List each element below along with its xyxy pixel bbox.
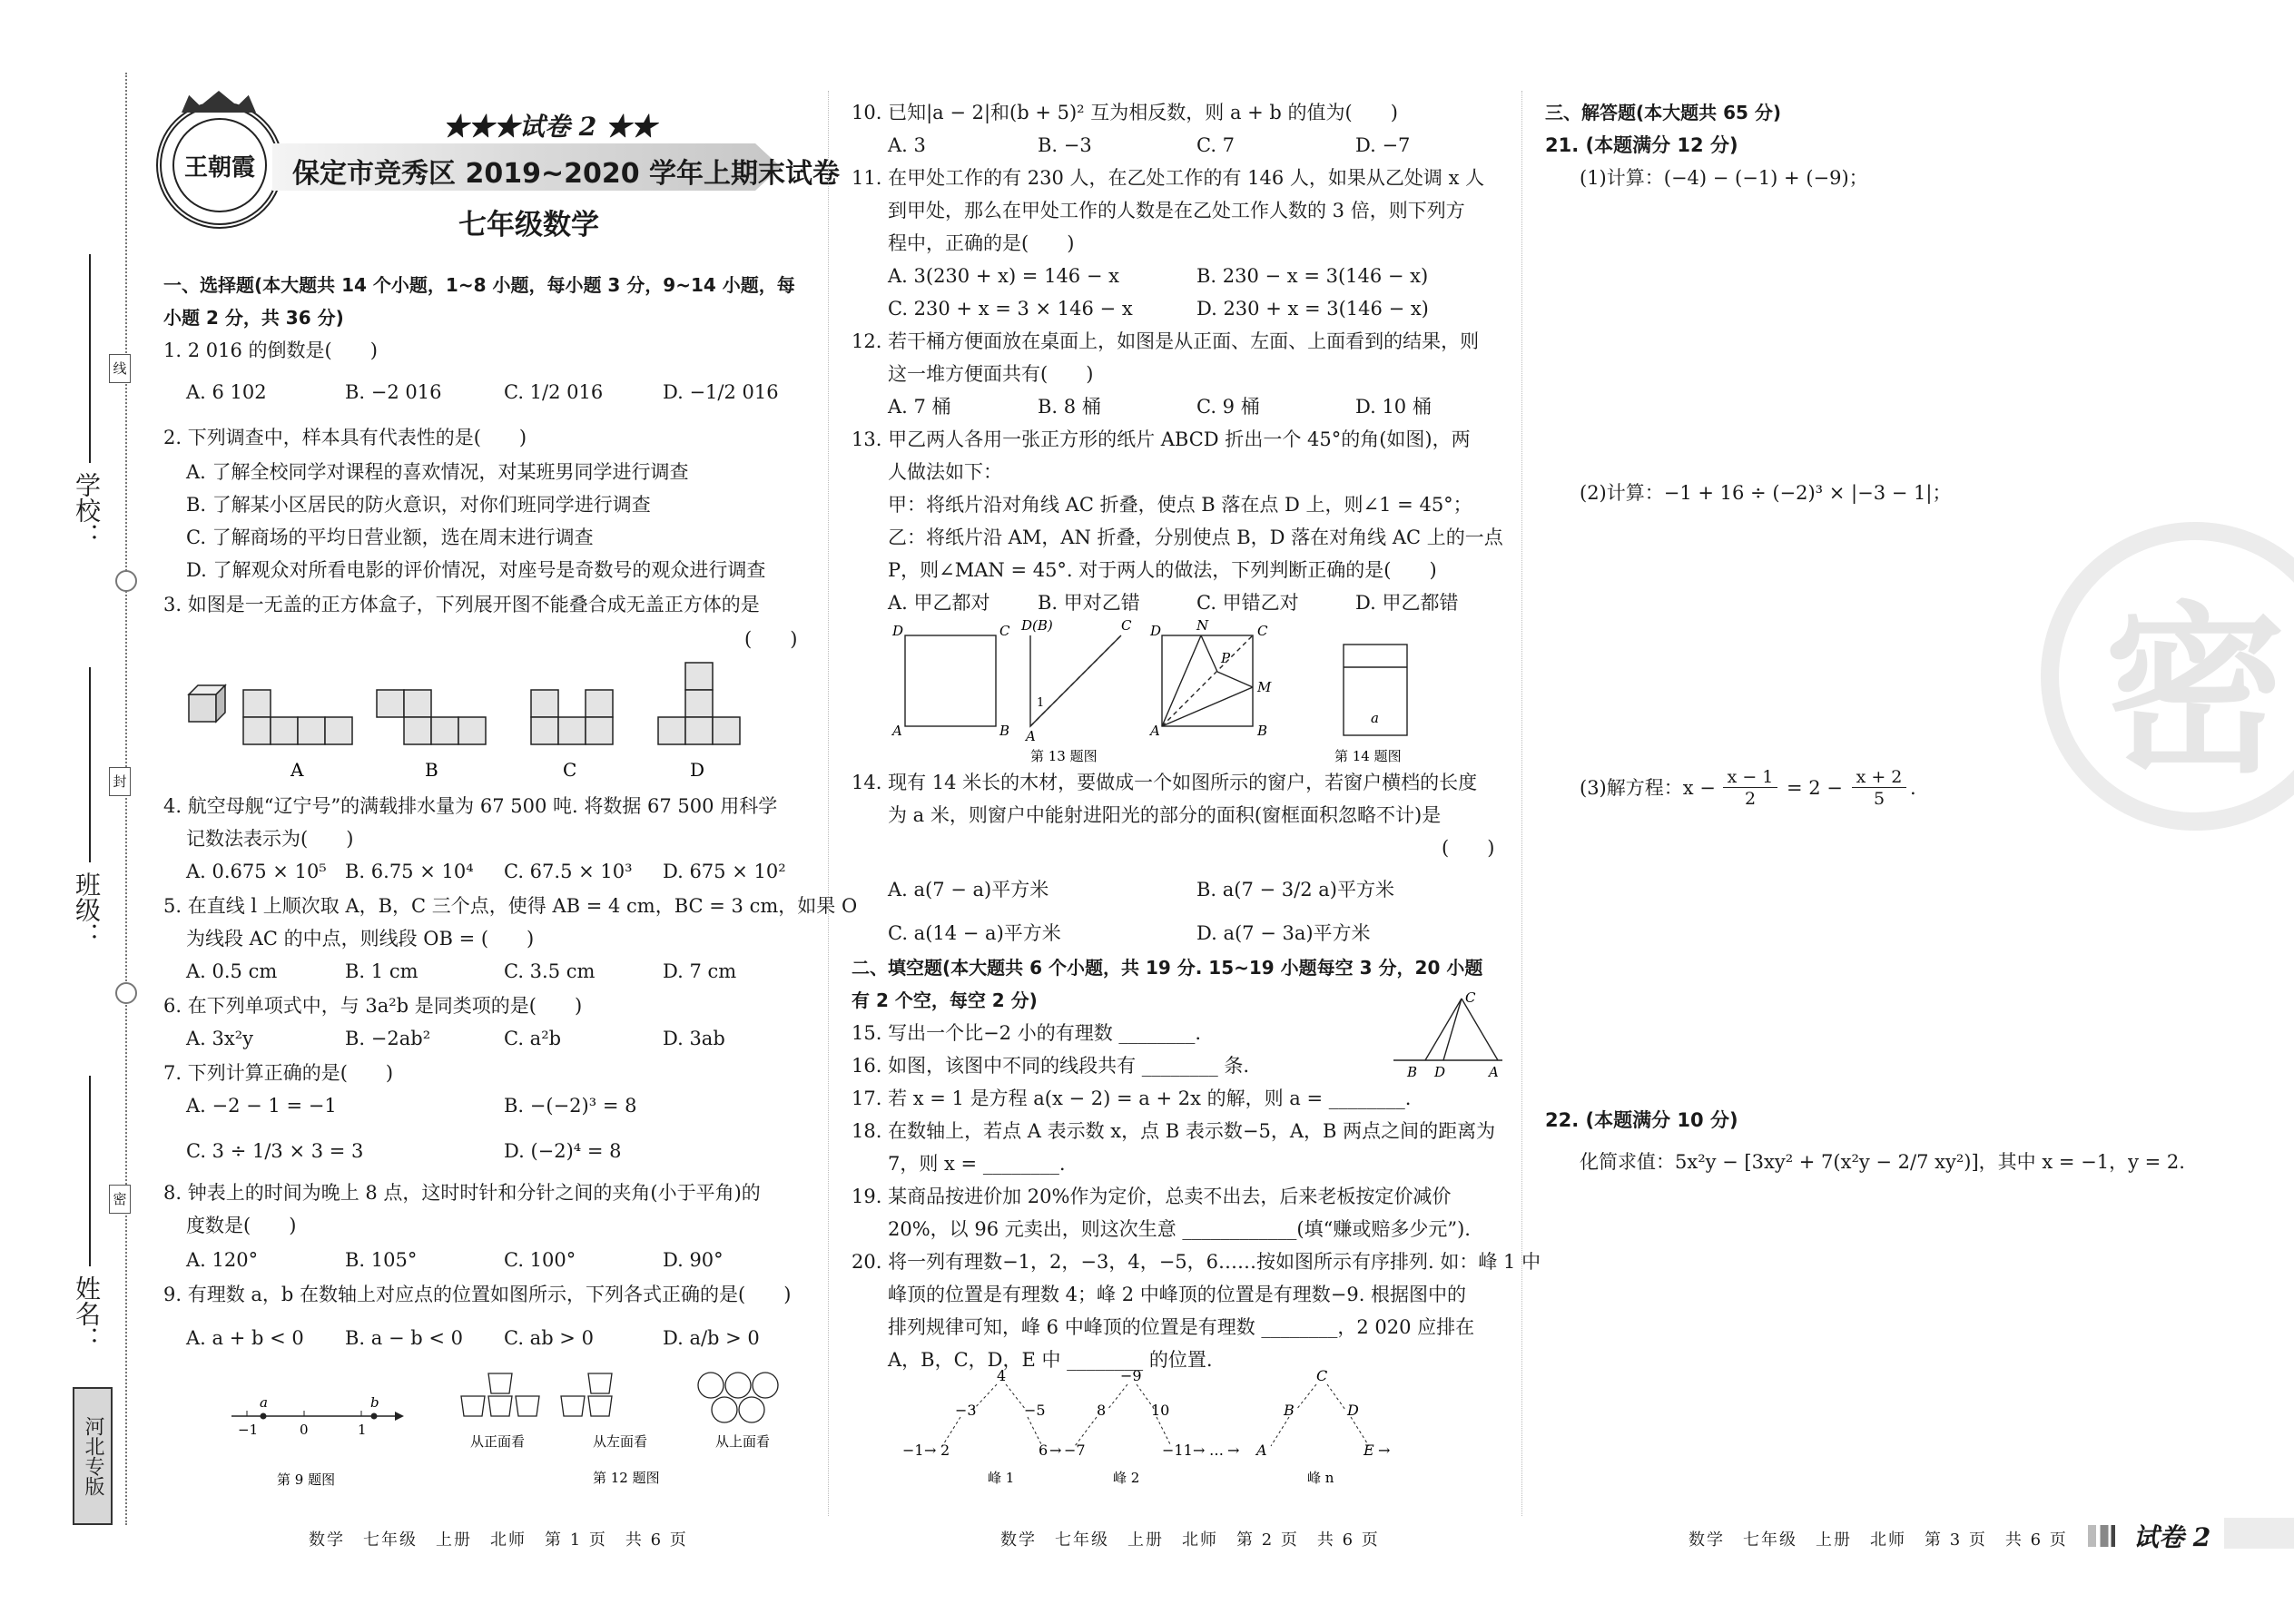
fig20-arrow-4: → [1227,1442,1240,1459]
q14-option-b[interactable]: B. a(7 − 3/2 a)平方米 [1196,879,1394,901]
q20-text-cont3: A，B，C，D，E 中 ________ 的位置. [888,1349,1213,1371]
q9-stem: 9. 有理数 a，b 在数轴上对应点的位置如图所示，下列各式正确的是( ) [163,1284,792,1305]
q1-option-d[interactable]: D. −1/2 016 [663,381,779,403]
q5-option-c[interactable]: C. 3.5 cm [504,960,596,982]
column-divider [1521,91,1523,1516]
q14-option-a[interactable]: A. a(7 − a)平方米 [888,879,1049,901]
fig20-n-neg3: −3 [955,1402,977,1419]
q10-stem: 10. 已知|a − 2|和(b + 5)² 互为相反数，则 a + b 的值为( ) [852,102,1398,123]
net-label-a: A [290,759,304,781]
q18-text-cont: 7，则 x = ________. [888,1153,1066,1175]
fig13c-label-c: C [1257,623,1268,639]
name-write-line [89,1076,91,1266]
q13-option-d[interactable]: D. 甲乙都错 [1355,592,1459,614]
q21-head: 21. (本题满分 12 分) [1545,134,1738,156]
fraction-1-num: x − 1 [1723,767,1777,788]
q10-option-b[interactable]: B. −3 [1038,134,1092,156]
brand-crown-icon [182,91,256,113]
fig20-c: C [1316,1367,1328,1384]
q3-figure [182,658,781,785]
fraction-2 [1852,767,1906,810]
brand-logo-inner-circle [172,118,267,212]
fig20-d: D [1347,1402,1359,1419]
fig20-peak-n: 峰 n [1307,1470,1334,1484]
q6-option-d[interactable]: D. 3ab [663,1028,725,1049]
footer-tag: 试卷 2 [2133,1522,2211,1552]
fig20-n-neg5: −5 [1024,1402,1046,1419]
fig13c-label-m: M [1257,679,1272,695]
figure-13-caption: 第 13 题图 [1030,748,1098,763]
q13-option-a[interactable]: A. 甲乙都对 [888,592,990,614]
exam-title: 保定市竞秀区 2019~2020 学年上期末试卷 [292,158,841,190]
q18-text: 18. 在数轴上，若点 A 表示数 x，点 B 表示数−5，A，B 两点之间的距离为 [852,1120,1496,1142]
q6-option-c[interactable]: C. a²b [504,1028,562,1049]
net-option-c [531,690,613,744]
region-badge: 河北专版 [73,1387,113,1525]
q7-option-c[interactable]: C. 3 ÷ 1/3 × 3 = 3 [186,1140,364,1162]
brand-logo [156,102,283,229]
footer-tag-decor [2088,1525,2115,1547]
q2-stem: 2. 下列调查中，样本具有代表性的是( ) [163,427,527,448]
fig13a-label-d: D [892,623,904,639]
name-label: 姓名： [72,1275,102,1352]
net-label-b: B [425,759,438,781]
q2-option-b[interactable]: B. 了解某小区居民的防火意识，对你们班同学进行调查 [186,494,651,516]
q14-stem: 14. 现有 14 米长的木材，要做成一个如图所示的窗户，若窗户横档的长度 [852,772,1478,793]
fig20-n-neg9: −9 [1120,1367,1142,1384]
q11-option-d[interactable]: D. 230 + x = 3(146 − x) [1196,298,1429,320]
q20-text: 20. 将一列有理数−1，2，−3，4，−5，6……按如图所示有序排列. 如：峰 1 中 [852,1251,1541,1273]
q12-option-c[interactable]: C. 9 桶 [1196,396,1260,418]
fig20-n-neg7: −7 [1064,1442,1086,1459]
fig20-n-6: 6 [1039,1442,1049,1459]
q5-option-a[interactable]: A. 0.5 cm [186,960,278,982]
fig13b-label-a: A [1026,728,1036,744]
q16-text: 16. 如图，该图中不同的线段共有 ________ 条. [852,1055,1250,1077]
footer-page-2: 数学 七年级 上册 北师 第 2 页 共 6 页 [1000,1530,1380,1550]
q10-option-c[interactable]: C. 7 [1196,134,1236,156]
q22-body: 化简求值：5x²y − [3xy² + 7(x²y − 2/7 xy²)]，其中 x = −1，y = 2. [1580,1151,2185,1173]
q22-head: 22. (本题满分 10 分) [1545,1109,1738,1131]
q21-part2: (2)计算：−1 + 16 ÷ (−2)³ × |−3 − 1|； [1580,482,1952,504]
q21-part3-mid: = 2 − [1787,777,1843,799]
q13-method-yi: 乙：将纸片沿 AM，AN 折叠，分别使点 B，D 落在对角线 AC 上的一点 [888,527,1503,548]
q19-text-cont: 20%，以 96 元卖出，则这次生意 ____________(填“赚或赔多少元”). [888,1218,1471,1240]
fig13c-label-p: P [1221,650,1231,666]
q10-option-d[interactable]: D. −7 [1355,134,1411,156]
q7-stem: 7. 下列计算正确的是( ) [163,1062,394,1084]
figure-9-number-line [227,1389,409,1489]
q20-text-cont2: 排列规律可知，峰 6 中峰顶的位置是有理数 ________，2 020 应排在 [888,1316,1475,1338]
fig20-arrow-2: → [1049,1442,1062,1459]
school-write-line [89,254,91,463]
q1-option-a[interactable]: A. 6 102 [186,381,267,403]
q21-part1: (1)计算：(−4) − (−1) + (−9)； [1580,167,1868,189]
fig16-label-a: A [1489,1064,1499,1080]
fig13c-label-a: A [1150,723,1160,739]
fig16-label-b: B [1407,1064,1418,1080]
q11-option-b[interactable]: B. 230 − x = 3(146 − x) [1196,265,1429,287]
view-front-label: 从正面看 [470,1433,526,1450]
footer-page-1: 数学 七年级 上册 北师 第 1 页 共 6 页 [309,1530,688,1550]
dotted-binding-line [125,73,127,1525]
section3-title: 三、解答题(本大题共 65 分) [1545,102,1782,123]
q11-option-c[interactable]: C. 230 + x = 3 × 146 − x [888,298,1133,320]
fraction-1-den: 2 [1744,789,1757,809]
fig20-peak-2: 峰 2 [1113,1470,1140,1484]
fig13c-label-d: D [1150,623,1162,639]
q12-option-d[interactable]: D. 10 桶 [1355,396,1432,418]
q5-option-b[interactable]: B. 1 cm [345,960,418,982]
fig20-peak-1: 峰 1 [988,1470,1015,1484]
point-b [371,1413,378,1420]
q7-option-a[interactable]: A. −2 − 1 = −1 [186,1095,337,1117]
q12-stem: 12. 若干桶方便面放在桌面上，如图是从正面、左面、上面看到的结果，则 [852,330,1480,352]
figure-14-window [1334,635,1434,763]
q13-stem-cont: 人做法如下： [888,461,1002,483]
net-label-d: D [690,759,705,781]
fig20-arrow-1: → [924,1442,937,1459]
fig16-label-d: D [1434,1064,1446,1080]
footer-page-3: 数学 七年级 上册 北师 第 3 页 共 6 页 [1689,1530,2068,1550]
q4-option-c[interactable]: C. 67.5 × 10³ [504,861,633,882]
school-label: 学校： [72,472,102,548]
subject-title: 七年级数学 [458,209,599,241]
q9-option-a[interactable]: A. a + b < 0 [186,1327,304,1349]
q4-stem: 4. 航空母舰“辽宁号”的满载排水量为 67 500 吨. 将数据 67 500 用科学 [163,795,778,817]
view-top-label: 从上面看 [715,1433,771,1450]
fig20-n-neg11: −11 [1162,1442,1193,1459]
q8-stem: 8. 钟表上的时间为晚上 8 点，这时时针和分针之间的夹角(小于平角)的 [163,1182,761,1204]
q15-text: 15. 写出一个比−2 小的有理数 ________. [852,1022,1202,1044]
q13-option-b[interactable]: B. 甲对乙错 [1038,592,1140,614]
q12-option-a[interactable]: A. 7 桶 [888,396,951,418]
q12-stem-cont: 这一堆方便面共有( ) [888,363,1094,385]
q7-option-d[interactable]: D. (−2)⁴ = 8 [504,1140,622,1162]
q2-option-a[interactable]: A. 了解全校同学对课程的喜欢情况，对某班男同学进行调查 [186,461,689,483]
fig14-label-a: a [1371,710,1379,726]
watermark-seal-icon [2041,522,2294,831]
q10-option-a[interactable]: A. 3 [888,134,926,156]
q8-stem-cont: 度数是( ) [186,1215,297,1236]
q5-stem-cont: 为线段 AC 的中点，则线段 OB = ( ) [186,928,535,950]
q4-stem-cont: 记数法表示为( ) [186,828,354,850]
footer-tag-bar [2224,1518,2294,1549]
figure-12-views [452,1369,811,1491]
net-option-b [377,690,486,744]
section2-title: 二、填空题(本大题共 6 个小题，共 19 分. 15~19 小题每空 3 分，20 小题 [852,957,1483,979]
fig20-ellipsis: … [1209,1442,1224,1459]
fig20-n-10: 10 [1151,1402,1170,1419]
exam-tag: ★★★试卷 2 ★★ [443,112,656,142]
binding-hole-icon [115,982,137,1004]
fig20-a: A [1256,1442,1267,1459]
q5-stem: 5. 在直线 l 上顺次取 A，B，C 三个点，使得 AB = 4 cm，BC = 3 cm，如果 O [163,895,858,917]
q14-option-d[interactable]: D. a(7 − 3a)平方米 [1196,922,1371,944]
fig20-n-8: 8 [1097,1402,1107,1419]
q8-option-b[interactable]: B. 105° [345,1249,418,1271]
q13-option-c[interactable]: C. 甲错乙对 [1196,592,1299,614]
section2-title-cont: 有 2 个空，每空 2 分) [852,989,1038,1011]
figure-16 [1389,989,1507,1080]
q6-option-a[interactable]: A. 3x²y [186,1028,254,1049]
fig13b-label-c: C [1121,617,1132,634]
fig20-arrow-5: → [1378,1442,1391,1459]
q9-option-d[interactable]: D. a/b > 0 [663,1327,760,1349]
q8-option-a[interactable]: A. 120° [186,1249,259,1271]
figure-14-caption: 第 14 题图 [1334,748,1402,763]
cube-box-icon [189,685,225,722]
figure-13 [885,617,1285,763]
q8-option-c[interactable]: C. 100° [504,1249,576,1271]
net-option-d [658,663,740,744]
figure-9-caption: 第 9 题图 [277,1471,336,1488]
q1-stem: 1. 2 016 的倒数是( ) [163,340,378,361]
q2-option-c[interactable]: C. 了解商场的平均日营业额，选在周末进行调查 [186,527,594,548]
label-a: a [260,1394,268,1411]
fig20-e: E [1364,1442,1374,1459]
q14-stem-cont: 为 a 米，则窗户中能射进阳光的部分的面积(窗框面积忽略不计)是 [888,804,1442,826]
tick-label-neg1: −1 [238,1422,259,1438]
q17-text: 17. 若 x = 1 是方程 a(x − 2) = a + 2x 的解，则 a = ________. [852,1088,1412,1109]
q21-part3-end: . [1910,777,1916,799]
q6-option-b[interactable]: B. −2ab² [345,1028,431,1049]
fig13c-label-n: N [1196,617,1209,634]
fig20-arrow-3: → [1193,1442,1206,1459]
seal-mark-secret: 密 [109,1185,131,1214]
q19-text: 19. 某商品按进价加 20%作为定价，总卖不出去，后来老板按定价减价 [852,1186,1452,1207]
view-left-label: 从左面看 [593,1433,648,1450]
binding-hole-icon [115,570,137,592]
fig20-n-neg1: −1 [902,1442,924,1459]
fig13a-label-c: C [999,623,1010,639]
q13-stem: 13. 甲乙两人各用一张正方形的纸片 ABCD 折出一个 45°的角(如图)，两 [852,428,1471,450]
class-write-line [89,667,91,862]
q4-option-d[interactable]: D. 675 × 10² [663,861,786,882]
q11-stem: 11. 在甲处工作的有 230 人，在乙处工作的有 146 人，如果从乙处调 x 人 [852,167,1485,189]
fig13a-label-b: B [999,723,1010,739]
q3-stem: 3. 如图是一无盖的正方体盒子，下列展开图不能叠合成无盖正方体的是 [163,594,760,615]
label-b: b [370,1394,379,1411]
q12-option-b[interactable]: B. 8 桶 [1038,396,1101,418]
q14-option-c[interactable]: C. a(14 − a)平方米 [888,922,1061,944]
net-label-c: C [563,759,577,781]
q9-option-c[interactable]: C. ab > 0 [504,1327,594,1349]
q1-option-c[interactable]: C. 1/2 016 [504,381,604,403]
fig16-label-c: C [1465,989,1476,1006]
seal-mark-seal: 封 [109,767,131,796]
fig20-n-2: 2 [940,1442,950,1459]
q21-part3-lead: (3)解方程：x − [1580,777,1716,799]
q1-option-b[interactable]: B. −2 016 [345,381,442,403]
column-divider [828,91,830,1516]
q11-option-a[interactable]: A. 3(230 + x) = 146 − x [888,265,1119,287]
q3-answer-paren: ( ) [744,628,798,650]
q9-option-b[interactable]: B. a − b < 0 [345,1327,463,1349]
q7-option-b[interactable]: B. −(−2)³ = 8 [504,1095,637,1117]
net-option-a [243,690,352,744]
seal-mark-line: 线 [109,354,131,383]
figure-12-caption: 第 12 题图 [593,1470,660,1486]
fig13b-label-1: 1 [1037,696,1045,710]
q2-option-d[interactable]: D. 了解观众对所看电影的评价情况，对座号是奇数号的观众进行调查 [186,559,766,581]
q13-stem-cont3: P，则∠MAN = 45°. 对于两人的做法，下列判断正确的是( ) [888,559,1437,581]
fraction-2-num: x + 2 [1852,767,1906,788]
fig13a-label-a: A [892,723,902,739]
fraction-2-den: 5 [1873,789,1885,809]
fig13b-label-db: D(B) [1021,617,1053,634]
fig20-n-4: 4 [997,1367,1007,1384]
fig20-b: B [1284,1402,1295,1419]
tick-label-0: 0 [300,1422,309,1438]
q11-stem-cont: 到甲处，那么在甲处工作的人数是在乙处工作人数的 3 倍，则下列方 [888,200,1465,221]
q14-answer-paren: ( ) [1442,837,1495,859]
q4-option-b[interactable]: B. 6.75 × 10⁴ [345,861,474,882]
q11-stem-cont2: 程中，正确的是( ) [888,232,1075,254]
q6-stem: 6. 在下列单项式中，与 3a²b 是同类项的是( ) [163,995,583,1017]
watermark-text: 密 [2103,586,2286,798]
fraction-1 [1723,767,1777,810]
q8-option-d[interactable]: D. 90° [663,1249,724,1271]
q4-option-a[interactable]: A. 0.675 × 10⁵ [186,861,327,882]
section1-title: 一、选择题(本大题共 14 个小题，1~8 小题，每小题 3 分，9~14 小题，每小题 2 分，共 36 分) [163,274,795,329]
tick-label-1: 1 [358,1422,367,1438]
q5-option-d[interactable]: D. 7 cm [663,960,737,982]
point-a [261,1413,267,1420]
class-label: 班级： [72,871,102,948]
q13-method-jia: 甲：将纸片沿对角线 AC 折叠，使点 B 落在点 D 上，则∠1 = 45°； [888,494,1472,516]
brand-name: 王朝霞 [183,153,255,182]
q20-text-cont: 峰顶的位置是有理数 4；峰 2 中峰顶的位置是有理数−9. 根据图中的 [888,1284,1467,1305]
fig13c-label-b: B [1257,723,1268,739]
figure-20-peaks [899,1366,1425,1484]
